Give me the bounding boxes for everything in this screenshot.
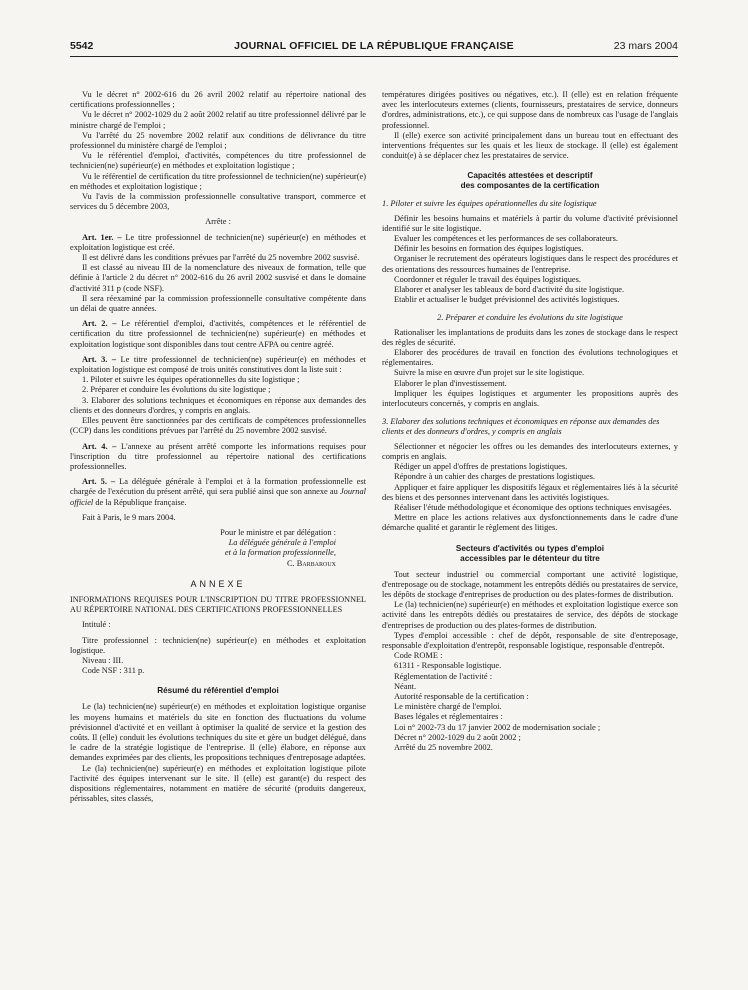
article-text: Le titre professionnel de technicien(ne) supérieur(e) en méthodes et exploitation logistique est composé de trois unités constitutives dont la liste suit : [70,354,367,375]
capacity-item: Réaliser l'étude méthodologique et économique des options techniques envisagées. [394,502,672,512]
article-1-para: Il est délivré dans les conditions prévues par l'arrêté du 25 novembre 2002 susvisé. [82,253,360,263]
visa: Vu le référentiel de certification du titre professionnel de technicien(ne) supérieur(e) en méthodes et exploitation logistique ; [70,171,366,191]
unit-heading-2: 2. Préparer et conduire les évolutions du site logistique [437,313,623,323]
article-text: Le titre professionnel de technicien(ne) supérieur(e) en méthodes et exploitation logistique est créé. [70,232,367,252]
text-columns [70,90,678,982]
article-label: Art. 5. – [82,477,116,487]
article-1 [70,233,366,253]
autorite-value: Le ministère chargé de l'emploi. [394,702,502,712]
reglementation-value: Néant. [394,681,417,691]
unit-heading-1: 1. Piloter et suivre les équipes opérationnelles du site logistique [382,199,597,209]
signature-role: et à la formation professionnelle, [224,548,336,558]
resume-title: Résumé du référentiel d'emploi [157,686,279,696]
capacity-item: Elaborer le plan d'investissement. [394,378,507,388]
capacity-item: Répondre à un cahier des charges de prestations logistiques. [394,472,596,482]
capacity-item: Sélectionner et négocier les offres ou les demandes des interlocuteurs externes, y compris en anglais. [382,441,678,461]
article-1-para: Il sera réexaminé par la commission professionnelle consultative compétente dans un délai de quatre années. [70,293,366,314]
autorite-label: Autorité responsable de la certification : [394,691,529,701]
code-rome-value: 61311 - Responsable logistique. [394,661,502,671]
article-3-ccp: Elles peuvent être sanctionnées par des certificats de compétences professionnelles (CCP) dans les conditions prévues par l'arrêté du 25 novembre 2002 susvisé. [70,416,366,436]
capacity-item: Impliquer les équipes logistiques et argumenter les propositions auprès des interlocuteurs concernés, y compris en anglais. [382,388,678,409]
capacity-item: Suivre la mise en œuvre d'un projet sur le site logistique. [394,368,585,378]
unit-1-capacities [382,214,678,306]
base-item: Loi n° 2002-73 du 17 janvier 2002 de modernisation sociale ; [394,722,601,732]
base-item: Décret n° 2002-1029 du 2 août 2002 ; [394,732,521,742]
article-3 [70,355,366,375]
capacites-title [382,171,678,191]
secteurs-paragraph: Le (la) technicien(ne) supérieur(e) en méthodes et exploitation logistique exerce son activité dans les entrepôts dédiés ou prestataires de service, des dépôts de stockage d'entreprises de production ou des plates-formes de distribution. [382,600,678,630]
signature-role: La déléguée générale à l'emploi [228,538,336,548]
arrete-label: Arrête : [205,217,231,227]
emploi-types: Types d'emploi accessible : chef de dépôt, responsable de site d'entreposage, responsable d'exploitation d'entrepôt, responsable logistique, responsable d'entrepôt. [382,630,678,650]
capacity-item: Etablir et actualiser le budget prévisionnel des activités logistiques. [394,295,620,305]
capacity-item: Coordonner et réguler le travail des équipes logistiques. [394,274,581,284]
annexe-heading: INFORMATIONS REQUISES POUR L'INSCRIPTION DU TITRE PROFESSIONNEL AU RÉPERTOIRE NATIONAL DES CERTIFICATIONS PROFESSIONNELLES [70,594,366,615]
issue-date: 23 mars 2004 [613,40,678,52]
article-text: de la République française. [95,497,187,507]
visa: Vu le référentiel d'emploi, d'activités, compétences du titre professionnel de technicien(ne) supérieur(e) en méthodes et exploitation logistique ; [70,151,366,171]
unit-heading-3: 3. Elaborer des solutions techniques et économiques en réponse aux demandes des clients et des donneurs d'ordres, y compris en anglais [382,417,660,437]
capacity-item: Définir les besoins en formation des équipes logistiques. [394,244,584,254]
signature-delegation: Pour le ministre et par délégation : [220,527,336,537]
capacity-item: Mettre en place les actions relatives aux dysfonctionnements dans le cadre d'une démarche qualité et garantir le règlement des litiges. [382,513,678,533]
intitule-label: Intitulé : [82,620,111,630]
secteurs-title-line: Secteurs d'activités ou types d'emploi [455,543,605,553]
capacites-title-line: Capacités attestées et descriptif [467,171,593,181]
capacity-item: Rationaliser les implantations de produits dans les zones de stockage dans le respect des règles de sécurité. [382,327,678,347]
code-rome-label: Code ROME : [394,651,443,661]
capacity-item: Evaluer les compétences et les performances de ses collaborateurs. [394,234,618,244]
right-column [382,90,678,753]
reglementation-label: Réglementation de l'activité : [394,671,493,681]
article-1-para: Il est classé au niveau III de la nomenclature des niveaux de formation, telle que définie à l'article 2 du décret n° 2002-616 du 26 avril 2002 susvisé et dans le domaine d'activité 311 p (code NSF). [70,263,366,293]
article-2 [70,319,366,350]
niveau: Niveau : III. [82,655,124,665]
continued-paragraph: températures dirigées positives ou négatives, etc.). Il (elle) est en relation fréquente avec les interlocuteurs externes (clients, fournisseurs, prestataires de service, donneurs d'ordres, administrations, etc.), ce qui suppose dans de nombreux cas l'usage de l'anglais professionnel. [382,90,678,130]
unit-2-capacities [382,328,678,410]
secteurs-title-line: accessibles par le détenteur du titre [460,553,600,563]
article-5 [70,477,366,508]
titre-professionnel: Titre professionnel : technicien(ne) supérieur(e) en méthodes et exploitation logistique. [70,635,366,655]
page-header [70,40,678,64]
capacity-item: Organiser le recrutement des opérateurs logistiques dans le respect des procédures et des orientations des ressources humaines de l'entreprise. [382,254,678,274]
signature-block [70,528,366,569]
article-label: Art. 1er. – [82,232,122,242]
unit-item: 3. Elaborer des solutions techniques et économiques en réponse aux demandes des clients et des donneurs d'ordres, y compris en anglais. [70,395,366,415]
unit-item: 1. Piloter et suivre les équipes opérationnelles du site logistique ; [82,375,300,385]
secteurs-title [382,544,678,564]
visa: Vu l'avis de la commission professionnelle consultative transport, commerce et services du 5 décembre 2003, [70,192,366,212]
signature-name: C. Barbaroux [286,558,336,568]
journal-title: JOURNAL OFFICIEL DE LA RÉPUBLIQUE FRANÇAISE [234,40,514,52]
article-label: Art. 4. – [82,441,117,451]
continued-paragraph: Il (elle) exerce son activité principalement dans un bureau tout en effectuant des interventions fréquentes sur les quais et les lieux de stockage. Il (elle) est également conduit(e) à se déplacer chez les prestataires de service. [382,130,678,161]
capacity-item: Rédiger un appel d'offres de prestations logistiques. [394,462,568,472]
left-column [70,90,366,804]
resume-paragraph: Le (la) technicien(ne) supérieur(e) en méthodes et exploitation logistique organise les moyens humains et matériels du site en fonction des fluctuations du volume prévisionnel d'activité et en veillant à optimiser la qualité de service et la gestion des coûts. Il (elle) conduit les évolutions techniques du site et gère un budget délégué, dans le cadre de la stratégie logistique de l'entreprise. Il (elle) élabore, en réponse aux demandes exprimées par des clients, les propositions techniques d'entreposage adaptées. [70,702,366,763]
visa: Vu l'arrêté du 25 novembre 2002 relatif aux conditions de délivrance du titre professionnel du ministère chargé de l'emploi ; [70,130,366,151]
journal-name: Journal officiel [70,487,367,507]
unit-3-capacities [382,442,678,534]
article-text: Le référentiel d'emploi, d'activités, compétences et le référentiel de certification du titre professionnel de technicien(ne) supérieur(e) en méthodes et exploitation logistique sont disponibles dans tout centre AFPA ou centre agréé. [70,319,366,349]
article-label: Art. 2. – [82,319,117,329]
article-text: L'annexe au présent arrêté comporte les informations requises pour l'inscription du titre professionnel au répertoire national des certifications professionnelles. [70,441,366,471]
visa: Vu le décret n° 2002-616 du 26 avril 2002 relatif au répertoire national des certifications professionnelles ; [70,90,366,110]
resume-paragraph: Le (la) technicien(ne) supérieur(e) en méthodes et exploitation logistique pilote l'activité des équipes intervenant sur le site. Il (elle) est garant(e) du respect des dispositions réglementaires, notamment en matière de sécurité (produits dangereux, périssables, sites classés, [70,763,366,804]
code-nsf: Code NSF : 311 p. [82,666,145,676]
fait-a-paris: Fait à Paris, le 9 mars 2004. [82,512,176,522]
annexe-title: ANNEXE [190,578,246,589]
capacity-item: Elaborer et analyser les tableaux de bord d'activité du site logistique. [394,285,625,295]
visa: Vu le décret n° 2002-1029 du 2 août 2002 relatif au titre professionnel délivré par le ministre chargé de l'emploi ; [70,110,366,130]
capacity-item: Elaborer des procédures de travail en fonction des évolutions technologiques et réglementaires. [382,348,678,368]
article-text: La déléguée générale à l'emploi et à la formation professionnelle est chargée de l'exécution du présent arrêté, qui sera publié ainsi que son annexe au [70,477,366,497]
base-item: Arrêté du 25 novembre 2002. [394,742,493,752]
header-rule [70,56,678,57]
capacity-item: Appliquer et faire appliquer les dispositifs légaux et réglementaires liés à la sécurité des biens et des personnes intervenant dans les activités logistiques. [382,482,678,502]
bases-label: Bases légales et réglementaires : [394,712,503,722]
article-4 [70,442,366,473]
secteurs-paragraph: Tout secteur industriel ou commercial comportant une activité logistique, d'entreposage ou de stockage, notamment les entrepôts dédiés ou prestataires de service, les dépôts de stockage d'entreprises de production ou des plates-formes de distribution. [382,569,678,599]
unit-item: 2. Préparer et conduire les évolutions du site logistique ; [82,385,271,395]
page-number: 5542 [70,40,94,52]
article-label: Art. 3. – [82,354,117,364]
capacites-title-line: des composantes de la certification [460,181,600,191]
capacity-item: Définir les besoins humains et matériels à partir du volume d'activité prévisionnel identifié sur le site logistique. [382,213,678,233]
visas-list [70,90,366,212]
